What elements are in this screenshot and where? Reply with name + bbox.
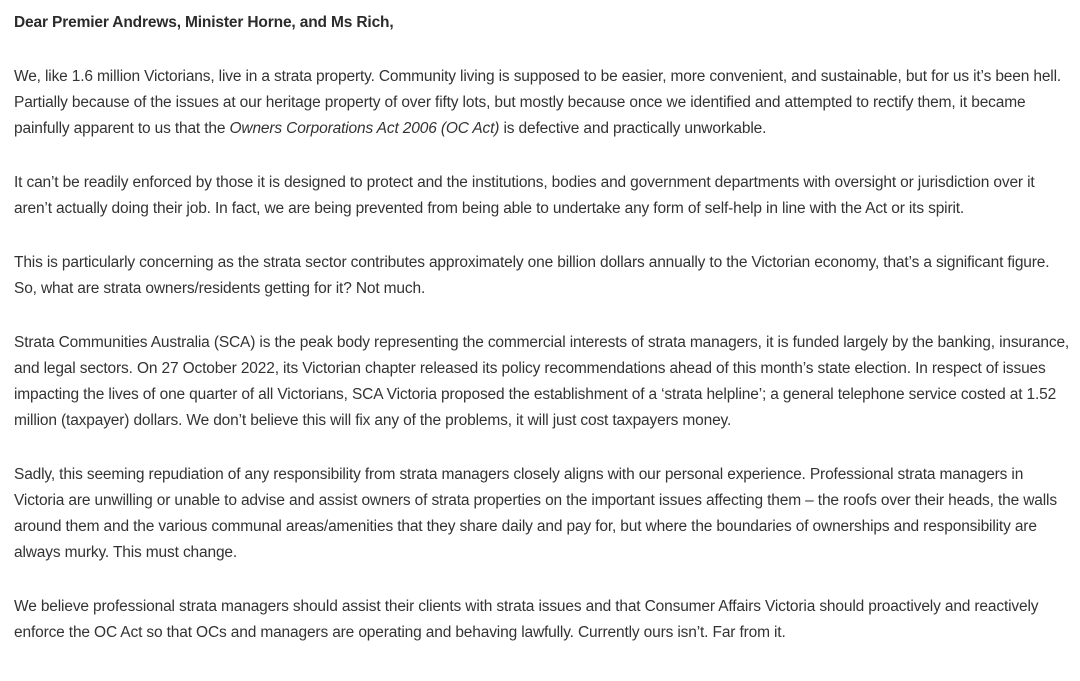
act-title-italic: Owners Corporations Act 2006 (OC Act)	[229, 120, 500, 137]
paragraph-economy: This is particularly concerning as the strata sector contributes approximately one billion dollars annually to the Victorian economy, that’s a significant figure. So, what are strata owners/residents getting for it? Not much.	[14, 254, 1050, 297]
letter-salutation: Dear Premier Andrews, Minister Horne, and Ms Rich,	[14, 14, 394, 31]
paragraph-text: We, like 1.6 million Victorians, live in a strata property. Community living is supposed to be easier, more convenient, and sustainable, but for us it’s been hell. Partially because of the issues at our heritage property of over fifty lots, but mostly because once we identified and attempted to rectify them, it became painfully apparent to us that the	[14, 68, 1062, 137]
paragraph-repudiation: Sadly, this seeming repudiation of any responsibility from strata managers closely aligns with our personal experience. Professional strata managers in Victoria are unwilling or unable to advise and assist owners of strata properties on the important issues affecting them – the roofs over their heads, the walls around them and the various communal areas/amenities that they share daily and pay for, but where the boundaries of ownerships and responsibility are always murky. This must change.	[14, 466, 1057, 561]
paragraph-sca: Strata Communities Australia (SCA) is the peak body representing the commercial interests of strata managers, it is funded largely by the banking, insurance, and legal sectors. On 27 October 2022, its Victorian chapter released its policy recommendations ahead of this month’s state election. In respect of issues impacting the lives of one quarter of all Victorians, SCA Victoria proposed the establishment of a ‘strata helpline’; a general telephone service costed at 1.52 million (taxpayer) dollars. We don’t believe this will fix any of the problems, it will just cost taxpayers money.	[14, 334, 1070, 429]
paragraph-strata-living	[14, 64, 1070, 142]
letter-body	[14, 10, 1070, 646]
paragraph-belief: We believe professional strata managers should assist their clients with strata issues and that Consumer Affairs Victoria should proactively and reactively enforce the OC Act so that OCs and managers are operating and behaving lawfully. Currently ours isn’t. Far from it.	[14, 598, 1039, 641]
paragraph-enforcement: It can’t be readily enforced by those it is designed to protect and the institutions, bodies and government departments with oversight or jurisdiction over it aren’t actually doing their job. In fact, we are being prevented from being able to undertake any form of self-help in line with the Act or its spirit.	[14, 174, 1035, 217]
paragraph-text: is defective and practically unworkable.	[499, 120, 767, 137]
